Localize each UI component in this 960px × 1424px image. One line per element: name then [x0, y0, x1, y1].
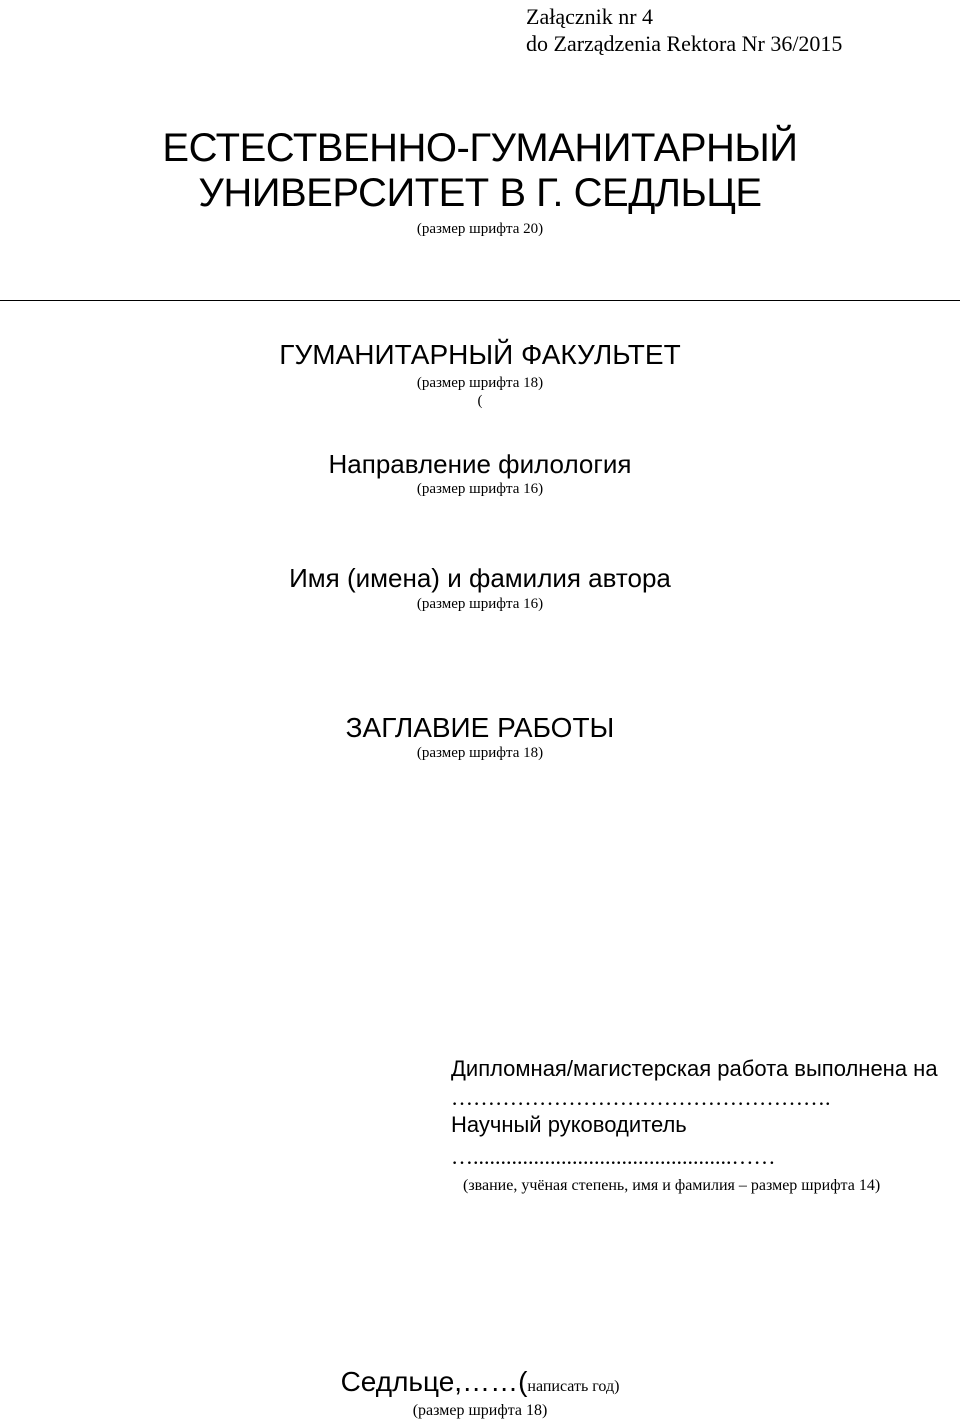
university-font-note: (размер шрифта 20) — [416, 221, 544, 237]
thesis-completed-at: Дипломная/магистерская работа выполнена на — [451, 1056, 938, 1081]
supervisor-note: (звание, учёная степень, имя и фамилия – размер шрифта 14) — [463, 1177, 881, 1194]
supervisor-label: Научный руководитель — [451, 1112, 687, 1137]
university-name-line-1: ЕСТЕСТВЕННО-ГУМАНИТАРНЫЙ — [162, 126, 798, 170]
footer-year-hint: написать год) — [527, 1378, 620, 1395]
thesis-title: ЗАГЛАВИЕ РАБОТЫ — [345, 712, 615, 743]
footer-city-year — [0, 1366, 960, 1399]
faculty-font-note: (размер шрифта 18) — [416, 375, 544, 391]
author-name: Имя (имена) и фамилия автора — [289, 563, 671, 593]
attachment-line-2: do Zarządzenia Rektora Nr 36/2015 — [526, 31, 843, 56]
attachment-line-1: Załącznik nr 4 — [526, 4, 654, 29]
faculty-stray-char: ( — [477, 393, 483, 409]
footer-city: Седльце,……( — [340, 1366, 528, 1397]
thesis-place-dots: ……………………………………………. — [451, 1085, 831, 1110]
direction-name: Направление филология — [328, 449, 632, 479]
separator-line — [0, 300, 960, 301]
university-name-line-2: УНИВЕРСИТЕТ В Г. СЕДЛЬЦЕ — [198, 171, 762, 215]
faculty-name: ГУМАНИТАРНЫЙ ФАКУЛЬТЕТ — [279, 339, 681, 370]
author-font-note: (размер шрифта 16) — [416, 596, 544, 612]
thesis-title-font-note: (размер шрифта 18) — [416, 745, 544, 761]
direction-font-note: (размер шрифта 16) — [416, 481, 544, 497]
footer-font-note: (размер шрифта 18) — [412, 1402, 548, 1419]
supervisor-dots: …...............................................…… — [451, 1144, 776, 1169]
